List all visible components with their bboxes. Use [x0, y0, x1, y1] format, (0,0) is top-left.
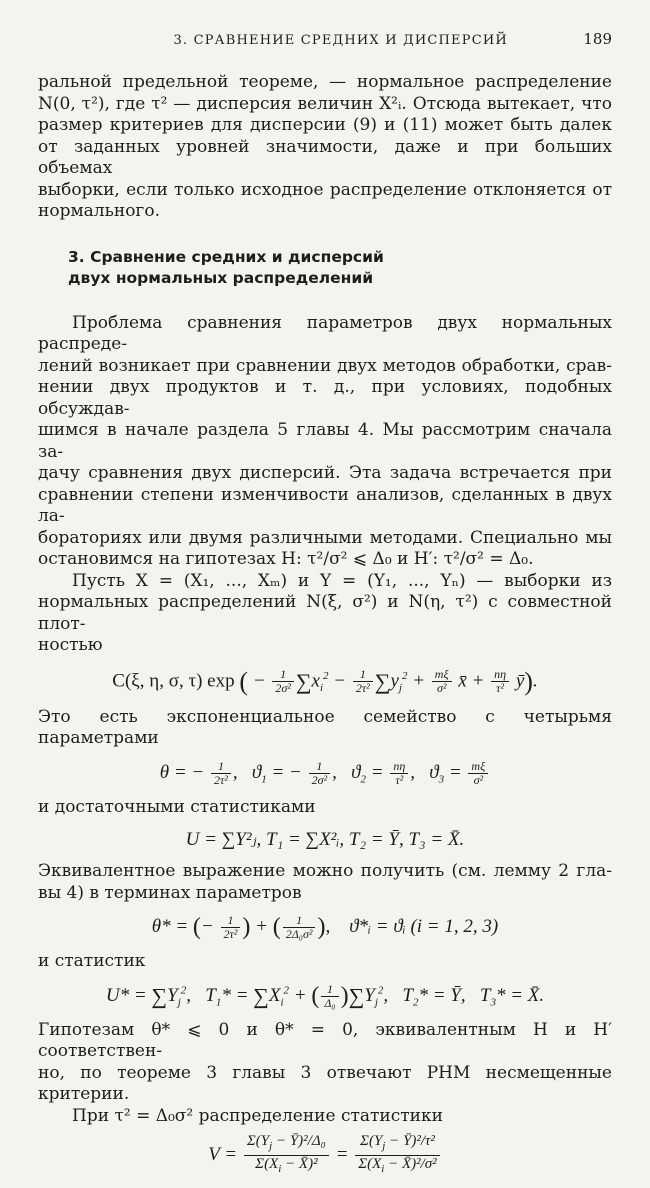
section-title-line: 3. Сравнение средних и дисперсий: [68, 247, 384, 266]
text-line: Проблема сравнения параметров двух нормальных распреде-: [38, 312, 612, 354]
exp-family-text: Это есть экспоненциальное семейство с четырьмя параметрами: [38, 706, 612, 748]
text-line: сравнении степени изменчивости анализов, сделанных в двух ла-: [38, 484, 612, 526]
text-line: Эквивалентное выражение можно получить (см. лемму 2 гла-: [38, 861, 612, 881]
text-line: При τ² = Δ₀σ² распределение статистики: [72, 1105, 443, 1126]
intro-paragraph: [38, 72, 612, 223]
theta-star-formula: θ* = (− $\frac{1}{\text{2τ²}}$ ) + ( $\frac{1}{\text{2Δ₀σ²}}$ ), ϑ*ᵢ = ϑᵢ (i = 1, 2, 3): [151, 913, 499, 941]
density-formula: C(ξ, η, σ, τ) exp ( − $\frac{1}{\text{2σ²}}$ $\sum x_i^2$ − $\frac{1}{\text{2τ²}}$ $\sum y_j^2$ + $\frac{m\xi}{\text{σ²}}$ x̄ + $\frac{n\eta}{\text{τ²}}$ ȳ).: [112, 666, 538, 696]
text-line: от заданных уровней значимости, даже и при больших объемах: [38, 136, 612, 178]
theta-star-tail: ϑ*ᵢ = ϑᵢ (i = 1, 2, 3): [349, 915, 499, 937]
parameters-formula: θ = − $\frac{1}{\text{2τ²}}$ , $ϑ_1$ = − $\frac{1}{\text{2σ²}}$ , $ϑ_2$ = $\frac{n\eta}{\text{τ²}}$ , $ϑ_3$ = $\frac{m\xi}{\text{σ²}}$: [38, 760, 612, 787]
density-prefix: C(ξ, η, σ, τ) exp: [112, 669, 235, 691]
text-line: размер критериев для дисперсии (9) и (11) может быть далек: [38, 115, 612, 135]
running-head: 3. СРАВНЕНИЕ СРЕДНИХ И ДИСПЕРСИЙ: [173, 33, 508, 48]
text-line: остановимся на гипотезах H: τ²/σ² ⩽ Δ₀ и H′: τ²/σ² = Δ₀.: [38, 549, 534, 569]
suff-stats-text: и достаточными статистиками: [38, 796, 316, 817]
paragraph-hypotheses: [38, 1020, 612, 1128]
text-line: лений возникает при сравнении двух методов обработки, срав-: [38, 355, 612, 376]
text-line: но, по теореме 3 главы 3 отвечают РНМ несмещенные критерии.: [38, 1062, 612, 1104]
v-statistic-formula: V = $\frac{\Sigma(Y_j - Ȳ)^2/\Delta_0}{\Sigma(X_i - X̄)^2}$ = $\frac{\Sigma(Y_j - Ȳ)^2/\tau^2}{\Sigma(X_i - X̄)^2/\sigma^2}$: [38, 1133, 612, 1178]
text-line: нормального.: [38, 201, 160, 221]
text-line: N(0, τ²), где τ² — дисперсия величин X²ᵢ. Отсюда вытекает, что: [38, 93, 612, 114]
paragraph-samples: [38, 571, 612, 657]
text-line: бораториях или двумя различными методами. Специально мы: [38, 527, 612, 548]
text-line: ральной предельной теореме, — нормальное распределение: [38, 72, 612, 92]
text-line: нении двух продуктов и т. д., при условиях, подобных обсуждав-: [38, 377, 612, 419]
text-line: Пусть X = (X₁, ..., Xₘ) и Y = (Y₁, ..., Yₙ) — выборки из: [72, 570, 612, 591]
and-stats-text: и статистик: [38, 951, 146, 971]
text-line: нормальных распределений N(ξ, σ²) и N(η, τ²) с совместной плот-: [38, 592, 612, 634]
text-line: шимся в начале раздела 5 главы 4. Мы рассмотрим сначала за-: [38, 420, 612, 462]
section-heading: [68, 247, 612, 289]
text-line: выборки, если только исходное распределение отклоняется от: [38, 179, 612, 200]
page-header: [38, 30, 612, 56]
page-number: 189: [583, 30, 612, 48]
section-title-line: двух нормальных распределений: [68, 268, 374, 287]
text-line: Гипотезам θ* ⩽ 0 и θ* = 0, эквивалентным H и H′ соответствен-: [38, 1019, 612, 1061]
text-line: дачу сравнения двух дисперсий. Эта задача встречается при: [38, 463, 612, 483]
text-line: ностью: [38, 635, 103, 655]
book-page: [38, 30, 612, 1188]
ustar-formula: $U* = \sum Y_j^2$, $T_1* = \sum X_i^2$ + ( $\frac{1}{\text{Δ₀}}$ )$\sum Y_j^2$, $T_2*$ = Ȳ, $T_3*$ = X̄.: [105, 981, 545, 1010]
text-line: вы 4) в терминах параметров: [38, 882, 302, 903]
paragraph-problem: [38, 313, 612, 571]
statistics-formula: U = ∑Y²ⱼ, T₁ = ∑X²ᵢ, T₂ = Ȳ, T₃ = X̄.: [185, 829, 465, 850]
